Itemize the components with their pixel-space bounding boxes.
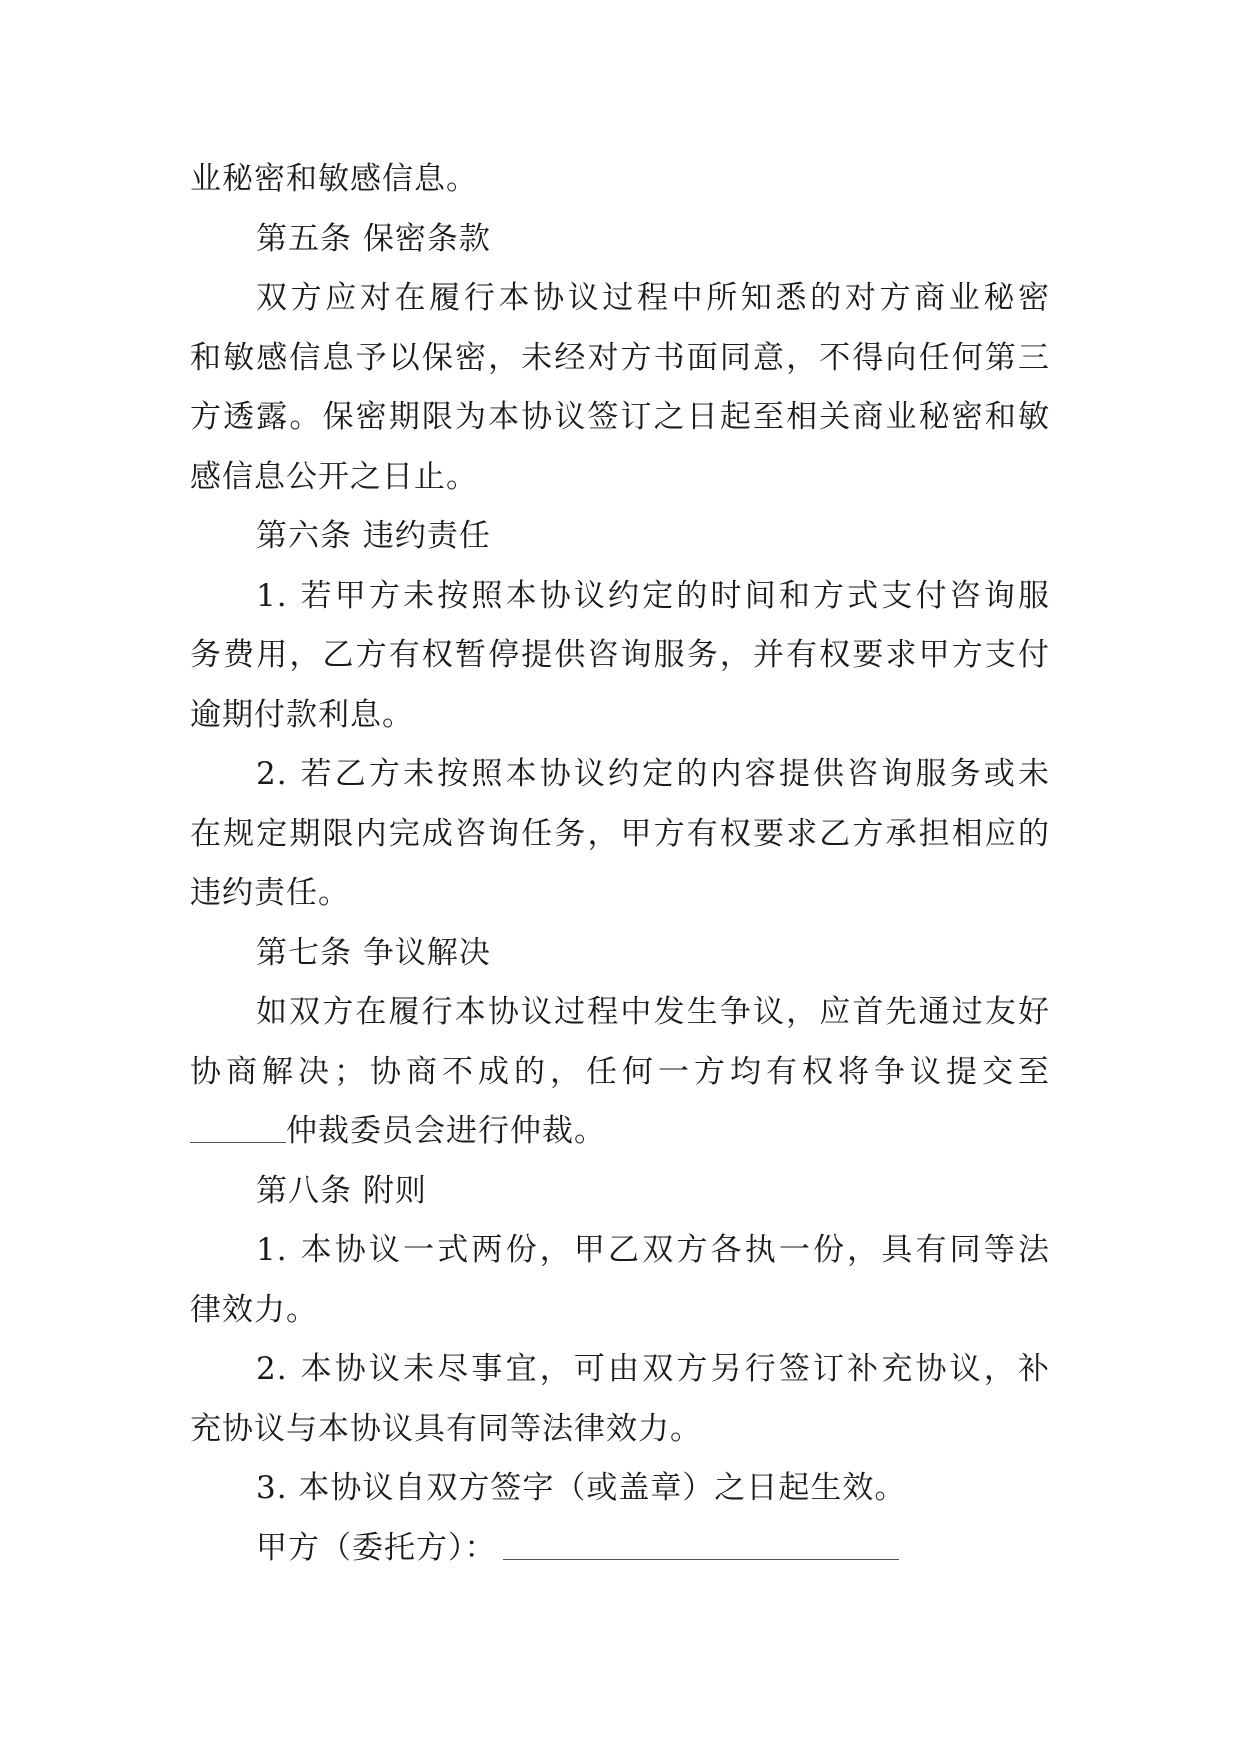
text-line: 1. 若甲方未按照本协议约定的时间和方式支付咨询服 [256,577,1050,614]
text-line: 如双方在履行本协议过程中发生争议，应首先通过友好 [256,994,1050,1030]
text-line: 律效力。 [190,1291,318,1328]
arbitration-line [190,1102,1050,1162]
text-line: 仲裁委员会进行仲裁。 [286,1113,606,1149]
text-line: 业秘密和敏感信息。 [190,161,478,197]
document-page [190,150,1050,1578]
article-8-heading: 第八条 附则 [256,1172,427,1209]
text-line: 2. 本协议未尽事宜，可由双方另行签订补充协议，补 [256,1351,1050,1387]
text-line: 协商解决；协商不成的，任何一方均有权将争议提交至 [190,1053,1050,1090]
text-line: 感信息公开之日止。 [190,458,478,495]
text-line: 1. 本协议一式两份，甲乙双方各执一份，具有同等法 [256,1232,1050,1268]
article-5-heading: 第五条 保密条款 [256,220,491,257]
article-7-heading: 第七条 争议解决 [256,934,491,971]
text-line: 2. 若乙方未按照本协议约定的内容提供咨询服务或未 [256,756,1050,792]
text-line: 在规定期限内完成咨询任务，甲方有权要求乙方承担相应的 [190,815,1050,852]
text-line: 违约责任。 [190,875,350,911]
party-a-signature-blank[interactable] [503,1519,899,1560]
text-line: 3. 本协议自双方签字（或盖章）之日起生效。 [256,1470,907,1506]
text-line: 逾期付款利息。 [190,696,414,733]
text-line: 双方应对在履行本协议过程中所知悉的对方商业秘密 [256,280,1050,316]
text-line: 方透露。保密期限为本协议签订之日起至相关商业秘密和敏 [190,399,1050,435]
text-line: 和敏感信息予以保密，未经对方书面同意，不得向任何第三 [190,339,1050,376]
text-line: 充协议与本协议具有同等法律效力。 [190,1410,702,1447]
arbitration-committee-blank[interactable] [190,1102,286,1143]
party-a-label: 甲方（委托方）： [256,1529,497,1566]
text-line: 务费用，乙方有权暂停提供咨询服务，并有权要求甲方支付 [190,637,1050,673]
article-6-heading: 第六条 违约责任 [256,518,491,554]
party-a-signature-line [190,1519,1050,1579]
